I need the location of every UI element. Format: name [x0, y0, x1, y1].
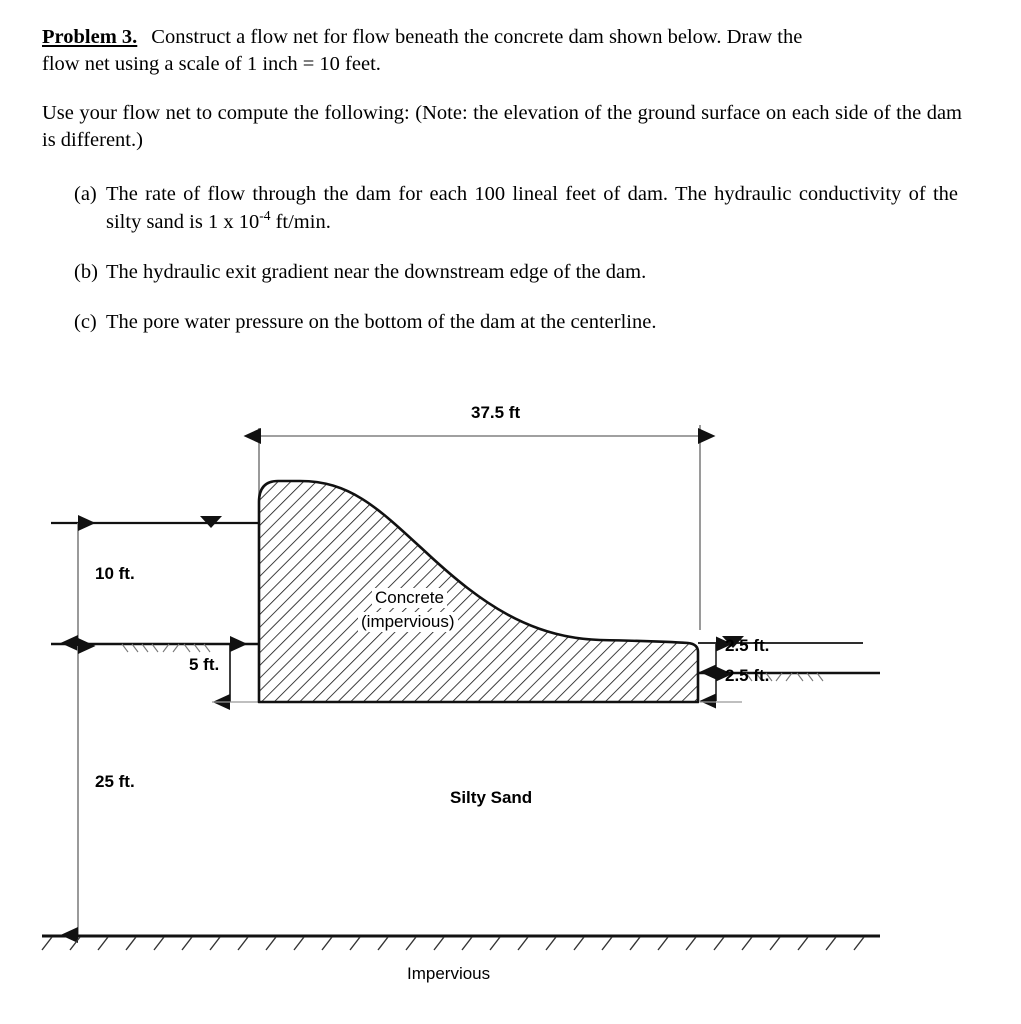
problem-statement-paragraph [42, 24, 962, 78]
dam-cross-section-figure [0, 390, 1021, 1024]
problem-item-c-text: The pore water pressure on the bottom of the dam at the centerline. [106, 311, 657, 333]
impervious-base-layer [42, 936, 880, 950]
problem-item-c-label: (c) [74, 311, 97, 333]
problem-item-a-label: (a) [74, 183, 97, 205]
problem-item-b [74, 258, 958, 286]
problem-instruction: Use your flow net to compute the following: (Note: the elevation of the ground surface on each side of the dam is different.) [42, 102, 962, 151]
problem-statement [42, 24, 962, 154]
problem-item-a-text: The rate of flow through the dam for each 100 lineal feet of dam. The hydraulic conductivity of the silty sand is 1 x 10 [106, 183, 958, 233]
impervious-hatching [42, 937, 864, 950]
concrete-dam-body [259, 481, 698, 702]
upstream-head-label: 10 ft. [95, 564, 135, 583]
problem-item-a-exponent: -4 [259, 208, 271, 224]
soil-depth-label: 25 ft. [95, 772, 135, 791]
problem-items [74, 180, 958, 358]
problem-item-b-text: The hydraulic exit gradient near the downstream edge of the dam. [106, 261, 647, 283]
problem-statement-line-2: flow net using a scale of 1 inch = 10 feet. [42, 53, 381, 75]
problem-item-a-text-tail: ft/min. [270, 211, 331, 233]
impervious-base-label: Impervious [407, 964, 491, 983]
dam-material-label-line1: Concrete [372, 588, 447, 608]
upstream-ground-surface [51, 644, 259, 652]
dam-material-label-line2: (impervious) [358, 612, 458, 632]
problem-item-c [74, 308, 958, 336]
problem-statement-line-1: Construct a flow net for flow beneath the concrete dam shown below. Draw the [151, 26, 803, 48]
problem-item-a [74, 180, 958, 236]
downstream-water-surface [698, 636, 863, 648]
problem-number: Problem 3. [42, 26, 138, 48]
problem-item-b-label: (b) [74, 261, 98, 283]
upstream-water-surface [51, 516, 259, 528]
soil-label: Silty Sand [450, 788, 533, 807]
upstream-embedment-label: 5 ft. [189, 655, 220, 674]
crest-width-label: 37.5 ft [471, 403, 521, 422]
downstream-head-label: 2.5 ft. [725, 636, 770, 655]
downstream-embedment-label: 2.5 ft. [725, 666, 770, 685]
